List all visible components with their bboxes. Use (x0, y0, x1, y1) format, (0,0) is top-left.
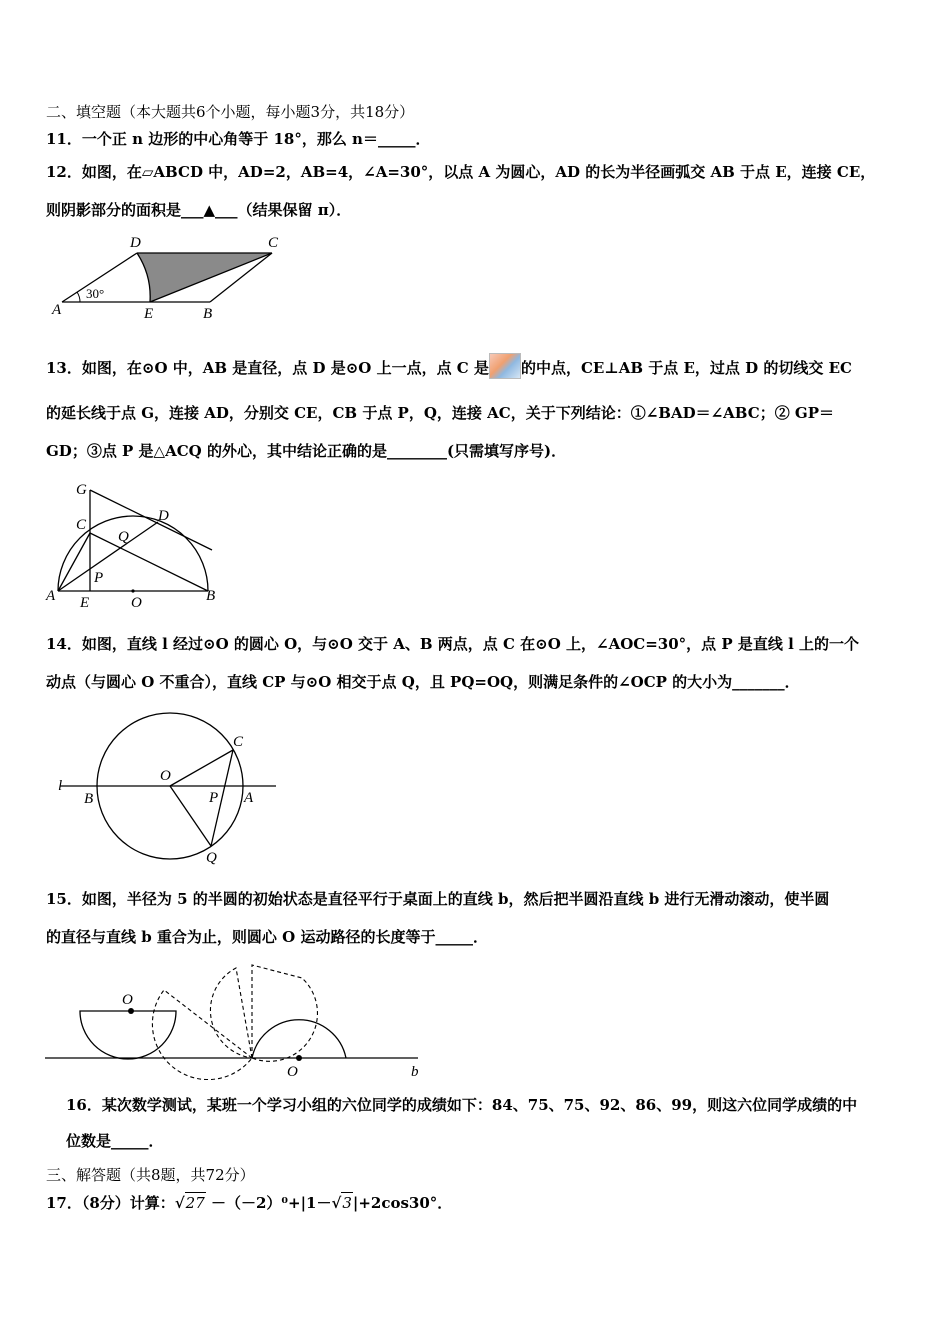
segment-oq (170, 786, 211, 846)
label-b: B (203, 306, 213, 322)
label-p: P (209, 790, 219, 806)
figure-parallelogram (40, 228, 300, 328)
label-o: O (131, 595, 142, 610)
question-16-line2: 位数是_____． (66, 1132, 164, 1150)
shaded-region (137, 253, 272, 302)
sqrt-sign: √ (174, 1194, 185, 1212)
label-d: D (130, 235, 141, 251)
label-q: Q (206, 850, 217, 866)
label-c: C (268, 235, 279, 251)
question-15-line1: 15．如图，半径为 5 的半圆的初始状态是直径平行于桌面上的直线 b，然后把半圆沿直线 b 进行无滑动滚动，使半圆 (46, 890, 830, 908)
question-13-line1 (46, 353, 852, 379)
figure-semicircle-tangent (40, 478, 230, 610)
broken-image-icon (489, 353, 521, 379)
label-b: B (84, 791, 94, 807)
dashed-position-2 (210, 968, 252, 1058)
question-17-prefix: 17．（8分）计算： (46, 1194, 175, 1212)
section-heading-solve: 三、解答题（共8题，共72分） (46, 1166, 255, 1184)
question-13-line1-part2: 的中点，CE⊥AB 于点 E，过点 D 的切线交 EC (520, 359, 852, 377)
label-l: l (58, 778, 63, 794)
final-center-o (296, 1055, 302, 1061)
label-a: A (244, 790, 254, 806)
label-angle-30: 30° (86, 286, 105, 301)
question-14-line1: 14．如图，直线 l 经过⊙O 的圆心 O，与⊙O 交于 A、B 两点，点 C 在⊙O 上，∠AOC=30°，点 P 是直线 l 上的一个 (46, 635, 860, 653)
question-11: 11．一个正 n 边形的中心角等于 18°，那么 n＝_____． (46, 130, 431, 148)
angle-mark (77, 292, 80, 302)
question-12-line2: 则阴影部分的面积是___▲___（结果保留 π）． (46, 201, 352, 219)
radicand-27: 27 (185, 1194, 205, 1212)
label-e: E (80, 595, 90, 610)
sqrt-sign-2: √ (331, 1194, 342, 1212)
dashed-position-1 (152, 990, 252, 1080)
radicand-3: 3 (342, 1194, 352, 1212)
label-p: P (94, 570, 104, 586)
center-o (131, 589, 134, 592)
figure-circle-line (50, 708, 290, 870)
label-e: E (144, 306, 154, 322)
question-12-line1: 12．如图，在▱ABCD 中，AD=2，AB=4，∠A=30°，以点 A 为圆心，AD 的长为半径画弧交 AB 于点 E，连接 CE， (46, 163, 876, 181)
question-13-line3: GD；③点 P 是△ACQ 的外心，其中结论正确的是________(只需填写序号)． (46, 442, 567, 460)
question-17-middle: －（－2）⁰+|1－ (205, 1194, 332, 1212)
label-b: B (206, 588, 216, 604)
label-a: A (52, 302, 62, 318)
segment-oc (170, 750, 233, 786)
label-c: C (233, 734, 244, 750)
label-c: C (76, 517, 87, 533)
label-g: G (76, 482, 87, 498)
segment-ad (58, 522, 158, 591)
label-o: O (160, 768, 171, 784)
label-q: Q (118, 529, 129, 545)
question-13-line1-part1: 13．如图，在⊙O 中，AB 是直径，点 D 是⊙O 上一点，点 C 是 (46, 359, 489, 377)
label-b: b (411, 1064, 419, 1080)
question-17 (46, 1192, 452, 1213)
question-14-line2: 动点（与圆心 O 不重合），直线 CP 与⊙O 相交于点 Q，且 PQ=OQ，则满足条件的∠OCP 的大小为_______． (46, 673, 800, 691)
section-heading-fill-in: 二、填空题（本大题共6个小题，每小题3分，共18分） (46, 103, 415, 121)
question-16-line1: 16．某次数学测试，某班一个学习小组的六位同学的成绩如下：84、75、75、92、86、99，则这六位同学成绩的中 (66, 1096, 858, 1114)
label-a: A (46, 588, 56, 604)
label-o-initial: O (122, 992, 133, 1008)
dashed-position-3 (252, 965, 317, 1061)
question-13-line2: 的延长线于点 G，连接 AD，分别交 CE，CB 于点 P，Q，连接 AC，关于下列结论：①∠BAD＝∠ABC；② GP＝ (46, 404, 835, 422)
question-15-line2: 的直径与直线 b 重合为止，则圆心 O 运动路径的长度等于_____． (46, 928, 488, 946)
initial-center-o (128, 1008, 134, 1014)
label-d: D (158, 508, 169, 524)
label-o-final: O (287, 1064, 298, 1080)
initial-semicircle (80, 1011, 176, 1059)
question-17-suffix: |+2cos30°． (352, 1194, 453, 1212)
figure-rolling-semicircle (40, 960, 430, 1080)
segment-ac (58, 533, 90, 591)
final-semicircle (252, 1020, 346, 1058)
